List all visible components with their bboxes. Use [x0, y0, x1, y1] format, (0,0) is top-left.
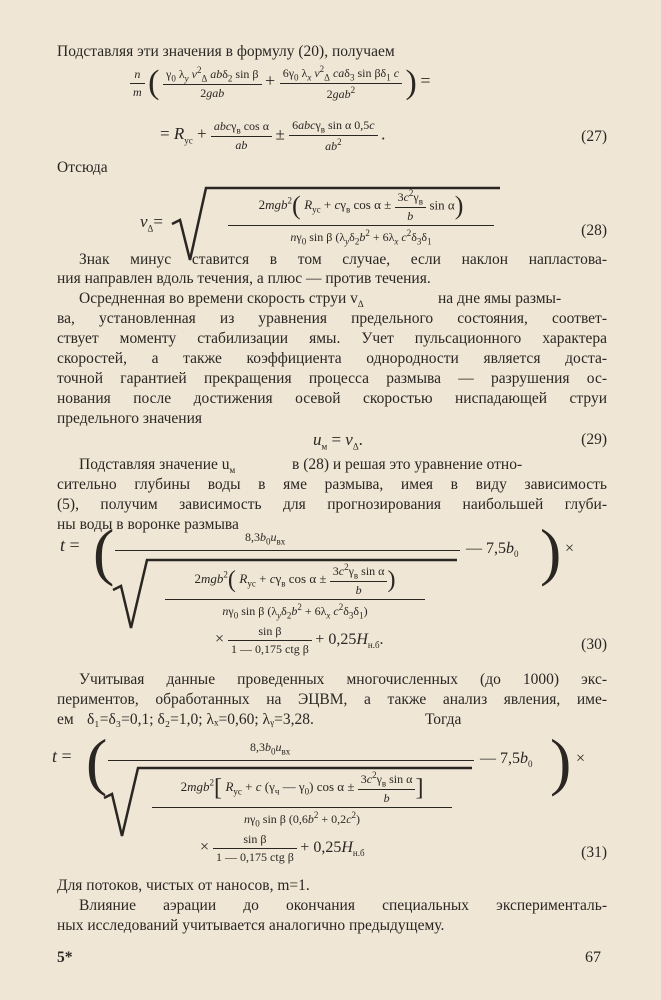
equation-31-line2: × $\frac{\text{sin β}}{\text{1 — 0,175 ctg β}}$ + $0,25H_{н.б}$	[200, 832, 365, 864]
equation-31-main-fraction-bar	[108, 760, 474, 761]
equation-number-31: (31)	[581, 844, 607, 861]
equation-30-lhs: t =	[60, 535, 80, 555]
paragraph-aeration-line1: Влияние аэрации до окончания специальных эксперименталь-	[79, 897, 607, 914]
equation-30-close-paren: )	[540, 516, 562, 587]
equation-number-28: (28)	[581, 222, 607, 239]
paragraph-experiments-line3: ем	[57, 711, 74, 728]
equation-31-numerator: $8,3b_0u_{вх}$	[250, 740, 291, 757]
paragraph-clean-flows: Для потоков, чистых от наносов, m=1.	[57, 877, 310, 894]
paragraph-velocity-line6: нования после достижения осевой скоростью ниспадающей струи	[57, 390, 607, 407]
paragraph-velocity-line1-tail: на дне ямы размы-	[438, 290, 562, 307]
equation-31-times: ×	[576, 750, 586, 767]
equation-number-27: (27)	[581, 128, 607, 145]
equation-31-close-paren: )	[550, 726, 572, 797]
equation-31-open-paren: (	[86, 726, 108, 797]
paragraph-velocity-line3: ствует моменту стабилизации ямы. Учет пульсационного характера	[57, 330, 607, 347]
equation-30-open-paren: (	[93, 516, 115, 587]
equation-30-line2: × $\frac{\text{sin β}}{\text{1 — 0,175 ctg β}}$ + $0,25H_{н.б}$.	[215, 624, 384, 656]
paragraph-velocity-line4: скоростей, а также коэффициента однородности является доста-	[57, 350, 607, 367]
signature-mark: 5*	[57, 949, 73, 966]
paragraph-substitute-line4: ны воды в воронке размыва	[57, 516, 239, 533]
equation-31-lhs: t =	[52, 746, 72, 766]
equation-30-times: ×	[565, 540, 575, 557]
equation-30-radicand: 2mgb$^2$( $R_{ус} + c\gamma_в$ cos α ± $\frac{3c^2\gamma_в \sin \alpha}{b}$ ) $n\gamma_0$ sin β ($\lambda_y\delta_2b^2 + 6\lambda_x$ $c^2\delta_3\delta_1$)	[165, 562, 425, 621]
paragraph-experiments-tail: Тогда	[425, 711, 462, 728]
equation-31-radicand: 2mgb$^2$[ $R_{ус} + c$ ($\gamma_ч$ — $\gamma_0$) cos α ± $\frac{3c^2\gamma_в \sin \alpha}{b}$ ] $n\gamma_0$ sin β $(0,6b^2 + 0,2c^2)$	[152, 770, 452, 829]
equation-28-lhs: $v_\Delta=$	[140, 212, 163, 234]
paragraph-substitute-line1: Подставляя значение $u_м$	[79, 456, 236, 476]
paragraph-velocity-line1: Осредненная во времени скорость струи $v_\Delta$	[79, 290, 364, 310]
paragraph-substitute-line1-tail: в (28) и решая это уравнение отно-	[292, 456, 523, 473]
equation-30-minus-term: — $7,5b_0$	[466, 540, 519, 560]
paragraph-sign-line1: Знак минус ставится в том случае, если наклон напластова-	[79, 251, 607, 268]
paragraph-experiments-params: δ₁=δ₃=0,1; δ₂=1,0; λₓ=0,60; λᵧ=3,28.	[87, 711, 314, 728]
equation-28-body: 2mgb$^2$( $R_{ус} + c\gamma_в$ cos α ± $\frac{3c^2\gamma_в}{b}$ sin α) $n\gamma_0$ sin β ($\lambda_y\delta_2b^2 + 6\lambda_x$ $c^2\delta_3\delta_1$	[228, 188, 494, 247]
equation-30-main-fraction-bar	[115, 550, 460, 551]
paragraph-experiments-line2: периментов, обработанных на ЭЦВМ, а также анализ явления, име-	[57, 691, 607, 708]
word-otsyuda: Отсюда	[57, 159, 108, 176]
paragraph-experiments-line1: Учитывая данные проведенных многочисленных (до 1000) экс-	[79, 671, 607, 688]
equation-30-numerator: $8,3b_0u_{вх}$	[245, 530, 286, 547]
paragraph-intro: Подставляя эти значения в формулу (20), получаем	[57, 43, 395, 60]
equation-29: $u_м = v_\Delta$.	[313, 430, 363, 452]
paragraph-velocity-line7: предельного значения	[57, 410, 203, 427]
equation-number-30: (30)	[581, 636, 607, 653]
equation-31-minus-term: — $7,5b_0$	[480, 750, 533, 770]
equation-27-line2: = $R_{ус}$ + $\frac{abc\gamma_в \cos \alpha}{ab}$ ± $\frac{6abc\gamma_в \sin \alpha 0,5c}{ab^2}$ .	[160, 118, 386, 154]
equation-27-line1: $\frac{n}{m}$ ( $\frac{\gamma_0 \lambda_y v^2_\Delta ab\delta_2 \sin \beta}{\text{2gab}}$ + $\frac{6\gamma_0 \lambda_x v^2_\Delta ca\delta_3 \sin \beta\delta_1 c}{2gab^2}$ ) =	[130, 64, 431, 102]
paragraph-aeration-line2: ных исследований учитывается аналогично предыдущему.	[57, 917, 445, 934]
paragraph-velocity-line2: ва, установленная из уравнения предельного состояния, соответ-	[57, 310, 607, 327]
paragraph-sign-line2: ния направлен вдоль течения, а плюс — против течения.	[57, 270, 431, 287]
page-number: 67	[585, 949, 601, 966]
paragraph-substitute-line2: сительно глубины воды в яме размыва, имея в виду зависимость	[57, 476, 607, 493]
paragraph-substitute-line3: (5), получим зависимость для прогнозирования наибольшей глуби-	[57, 496, 607, 513]
paragraph-velocity-line5: точной гарантией прекращения процесса размыва — разрушения ос-	[57, 370, 607, 387]
equation-number-29: (29)	[581, 431, 607, 448]
